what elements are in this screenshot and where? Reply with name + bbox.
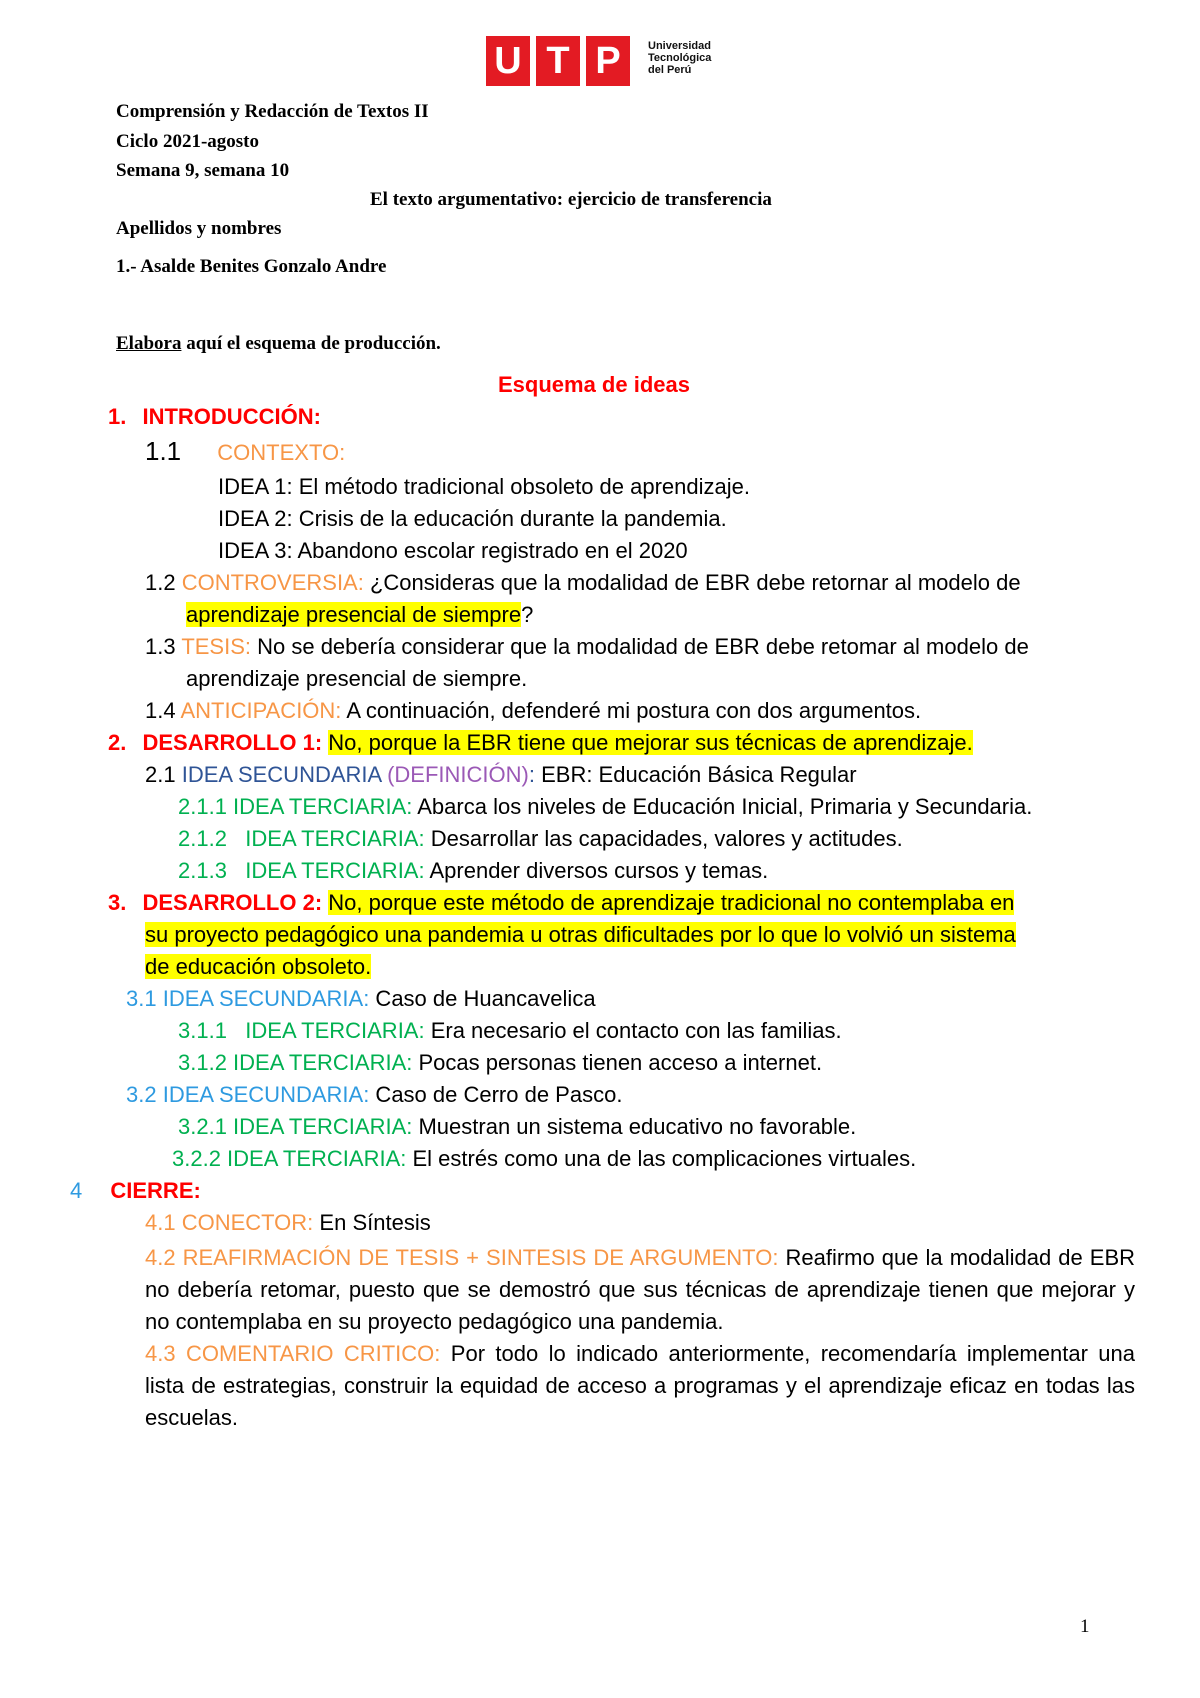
instruction-verb: Elabora	[116, 333, 182, 354]
comment-text: Por todo lo indicado anteriormente, recomendaría implementar una lista de estrategias, construir la equidad de acceso a programas y el aprendizaje eficaz en todas las escuelas.	[145, 1341, 1135, 1430]
context-num: 1.1	[145, 436, 182, 466]
intro-label: INTRODUCCIÓN:	[142, 404, 321, 429]
context-label: CONTEXTO:	[217, 440, 346, 465]
tert-text: Abarca los niveles de Educación Inicial, Primaria y Secundaria.	[412, 794, 1033, 819]
document-title: El texto argumentativo: ejercicio de transferencia	[370, 189, 772, 210]
student-name: 1.- Asalde Benites Gonzalo Andre	[116, 256, 387, 277]
dev1-sec-colon: :	[528, 762, 535, 787]
utp-logo	[486, 36, 718, 86]
dev2-text-3: de educación obsoleto.	[145, 954, 372, 979]
tert-num: 3.2.2	[172, 1146, 228, 1171]
tert-num: 2.1.3	[178, 858, 246, 883]
dev2-line-2	[145, 922, 1016, 948]
sec-num: 3.1	[126, 986, 163, 1011]
logo-letter-t: T	[536, 36, 580, 86]
context-line	[145, 436, 345, 467]
controversy-num: 1.2	[145, 570, 182, 595]
page-number: 1	[1080, 1616, 1090, 1637]
dev1-sec-num: 2.1	[145, 762, 182, 787]
controversy-label: CONTROVERSIA:	[181, 570, 364, 595]
dev2-heading	[108, 890, 1014, 916]
intro-heading	[108, 404, 321, 430]
dev1-text: No, porque la EBR tiene que mejorar sus técnicas de aprendizaje.	[328, 730, 973, 755]
dev2-tertiary-1-1	[178, 1018, 842, 1044]
tert-text: Pocas personas tienen acceso a internet.	[412, 1050, 823, 1075]
controversy-text: ¿Consideras que la modalidad de EBR debe retornar al modelo de	[363, 570, 1021, 595]
dev1-num: 2.	[108, 730, 127, 755]
dev1-sec-label: IDEA SECUNDARIA	[181, 762, 388, 787]
thesis-num: 1.3	[145, 634, 182, 659]
reaffirmation-text: Reafirmo que la modalidad de EBR no debería retomar, puesto que se demostró que sus técnicas de aprendizaje tienen que mejorar y no contemplaba en su proyecto pedagógico una pandemia.	[145, 1245, 1136, 1334]
tert-num: 2.1.1	[178, 794, 234, 819]
logo-letter-u: U	[486, 36, 530, 86]
dev2-tertiary-2-2	[172, 1146, 916, 1172]
tert-text: El estrés como una de las complicaciones virtuales.	[406, 1146, 917, 1171]
tert-label: IDEA TERCIARIA:	[233, 794, 413, 819]
cycle: Ciclo 2021-agosto	[116, 131, 260, 152]
dev1-tertiary-3	[178, 858, 768, 884]
thesis-text: No se debería considerar que la modalidad de EBR debe retomar al modelo de	[251, 634, 1029, 659]
dev2-text-2: su proyecto pedagógico una pandemia u otras dificultades por lo que lo volvió un sistema	[145, 922, 1016, 947]
tert-num: 3.1.1	[178, 1018, 246, 1043]
connector-label: 4.1 CONECTOR:	[145, 1210, 314, 1235]
tert-num: 3.2.1	[178, 1114, 234, 1139]
intro-num: 1.	[108, 404, 127, 429]
thesis-line-2: aprendizaje presencial de siempre.	[186, 666, 528, 691]
connector-line	[145, 1210, 431, 1236]
reaffirmation-label: 4.2 REAFIRMACIÓN DE TESIS + SINTESIS DE ARGUMENTO:	[145, 1245, 779, 1270]
tert-num: 3.1.2	[178, 1050, 234, 1075]
logo-letter-p: P	[586, 36, 630, 86]
idea-3: IDEA 3: Abandono escolar registrado en el 2020	[218, 538, 688, 563]
reaffirmation-paragraph	[145, 1242, 1135, 1338]
sec-num: 3.2	[126, 1082, 163, 1107]
dev1-label: DESARROLLO 1:	[142, 730, 323, 755]
dev1-secondary	[145, 762, 857, 788]
tert-label: IDEA TERCIARIA:	[245, 858, 425, 883]
tert-label: IDEA TERCIARIA:	[245, 1018, 425, 1043]
dev2-label: DESARROLLO 2:	[142, 890, 323, 915]
thesis-line-1	[145, 634, 1029, 660]
dev1-heading	[108, 730, 973, 756]
connector-text: En Síntesis	[313, 1210, 431, 1235]
controversy-end: ?	[521, 602, 534, 627]
anticipation-label: ANTICIPACIÓN:	[180, 698, 342, 723]
close-heading	[70, 1178, 201, 1204]
dev2-num: 3.	[108, 890, 127, 915]
dev2-text-1: No, porque este método de aprendizaje tradicional no contemplaba en	[328, 890, 1015, 915]
dev1-sec-definition: (DEFINICIÓN)	[387, 762, 529, 787]
tert-label: IDEA TERCIARIA:	[233, 1114, 413, 1139]
tert-text: Aprender diversos cursos y temas.	[424, 858, 769, 883]
controversy-line-2	[186, 602, 533, 628]
instruction-rest: aquí el esquema de producción.	[181, 333, 441, 354]
names-label: Apellidos y nombres	[116, 218, 282, 239]
thesis-label: TESIS:	[181, 634, 251, 659]
dev2-secondary-1	[126, 986, 596, 1012]
close-label: CIERRE:	[110, 1178, 201, 1203]
comment-paragraph	[145, 1338, 1135, 1434]
anticipation-num: 1.4	[145, 698, 181, 723]
tert-label: IDEA TERCIARIA:	[245, 826, 425, 851]
tert-label: IDEA TERCIARIA:	[227, 1146, 407, 1171]
close-num: 4	[70, 1178, 83, 1203]
instruction	[116, 333, 441, 355]
dev1-tertiary-2	[178, 826, 903, 852]
dev2-secondary-2	[126, 1082, 622, 1108]
controversy-line-1	[145, 570, 1021, 596]
anticipation-text: A continuación, defenderé mi postura con dos argumentos.	[341, 698, 922, 723]
idea-1: IDEA 1: El método tradicional obsoleto de aprendizaje.	[218, 474, 750, 499]
tert-label: IDEA TERCIARIA:	[233, 1050, 413, 1075]
controversy-highlight: aprendizaje presencial de siempre	[186, 602, 522, 627]
course-name: Comprensión y Redacción de Textos II	[116, 101, 429, 122]
dev1-sec-text: EBR: Educación Básica Regular	[534, 762, 857, 787]
idea-2: IDEA 2: Crisis de la educación durante la pandemia.	[218, 506, 727, 531]
sec-text: Caso de Cerro de Pasco.	[369, 1082, 623, 1107]
anticipation-line	[145, 698, 921, 724]
dev2-tertiary-1-2	[178, 1050, 822, 1076]
dev1-tertiary-1	[178, 794, 1032, 820]
week: Semana 9, semana 10	[116, 160, 290, 181]
dev2-tertiary-2-1	[178, 1114, 856, 1140]
tert-text: Era necesario el contacto con las familias.	[424, 1018, 842, 1043]
dev2-line-3	[145, 954, 371, 980]
comment-label: 4.3 COMENTARIO CRITICO:	[145, 1341, 441, 1366]
tert-text: Desarrollar las capacidades, valores y actitudes.	[424, 826, 903, 851]
tert-text: Muestran un sistema educativo no favorable.	[412, 1114, 857, 1139]
sec-label: IDEA SECUNDARIA:	[162, 986, 370, 1011]
sec-label: IDEA SECUNDARIA:	[162, 1082, 370, 1107]
logo-wordmark: Universidad Tecnológica del Perú	[648, 40, 712, 76]
tert-num: 2.1.2	[178, 826, 246, 851]
scheme-title: Esquema de ideas	[498, 372, 690, 397]
sec-text: Caso de Huancavelica	[369, 986, 596, 1011]
